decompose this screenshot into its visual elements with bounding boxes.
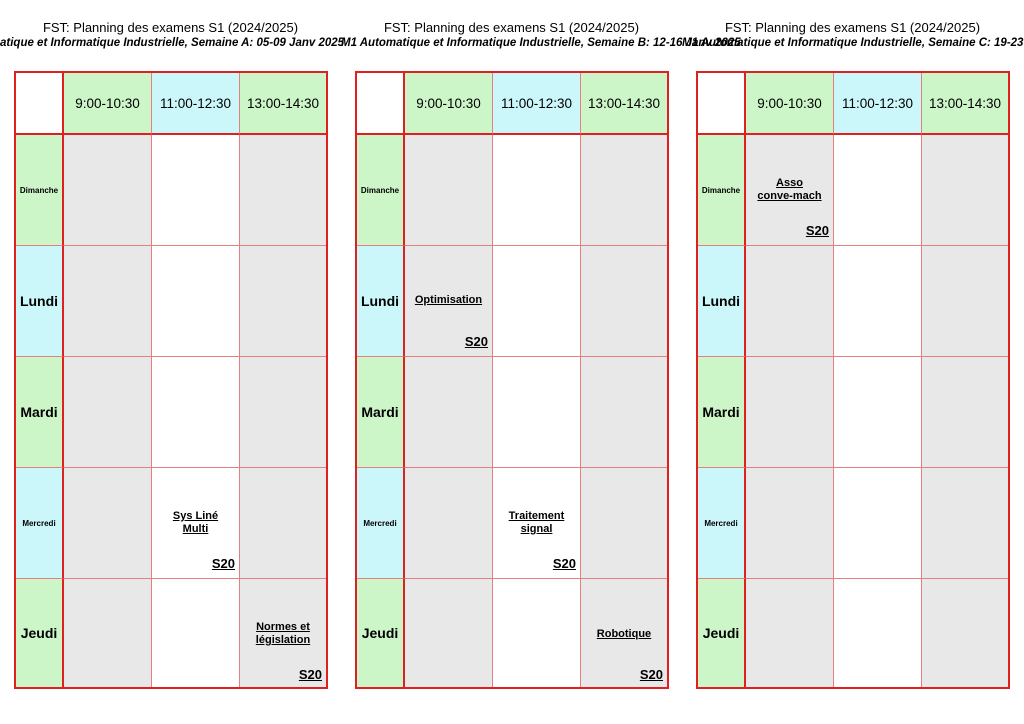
exam-name-line: signal bbox=[520, 523, 553, 535]
day-label: Mercredi bbox=[16, 468, 64, 579]
exam-name-line: Robotique bbox=[596, 628, 652, 640]
schedule-cell bbox=[581, 468, 667, 579]
exam-name bbox=[493, 510, 580, 536]
schedule-cell bbox=[922, 579, 1008, 687]
schedule-cell bbox=[405, 357, 493, 468]
schedule-cell bbox=[152, 579, 240, 687]
exam-name bbox=[581, 628, 667, 641]
exam-name-line: Traitement bbox=[508, 510, 565, 522]
schedule-header-2 bbox=[341, 20, 741, 51]
exam-cell[interactable] bbox=[581, 579, 667, 687]
program-subtitle: atique et Informatique Industrielle, Semaine A: 05-09 Janv 2025 bbox=[0, 37, 345, 49]
schedule-grid-week-b bbox=[355, 71, 669, 689]
schedule-cell bbox=[581, 135, 667, 246]
schedule-cell bbox=[493, 135, 581, 246]
time-slot-header: 9:00-10:30 bbox=[746, 73, 834, 135]
schedule-cell bbox=[746, 468, 834, 579]
schedule-cell bbox=[152, 246, 240, 357]
schedule-cell bbox=[64, 246, 152, 357]
schedule-cell bbox=[922, 135, 1008, 246]
schedule-cell bbox=[746, 357, 834, 468]
schedule-cell bbox=[834, 246, 922, 357]
schedule-cell bbox=[746, 579, 834, 687]
exam-cell[interactable] bbox=[493, 468, 581, 579]
schedule-cell bbox=[493, 246, 581, 357]
day-label: Mardi bbox=[16, 357, 64, 468]
exam-name bbox=[746, 177, 833, 203]
exam-cell[interactable] bbox=[405, 246, 493, 357]
time-slot-header: 11:00-12:30 bbox=[834, 73, 922, 135]
schedule-cell bbox=[922, 246, 1008, 357]
schedule-cell bbox=[64, 579, 152, 687]
schedule-cell bbox=[152, 357, 240, 468]
exam-name-line: législation bbox=[255, 634, 311, 646]
exam-room: S20 bbox=[464, 334, 488, 349]
exam-room: S20 bbox=[298, 667, 322, 682]
schedule-cell bbox=[240, 135, 326, 246]
day-label: Mardi bbox=[698, 357, 746, 468]
schedule-grid-week-c bbox=[696, 71, 1010, 689]
schedule-cell bbox=[405, 579, 493, 687]
schedule-cell bbox=[834, 468, 922, 579]
schedule-cell bbox=[581, 246, 667, 357]
schedule-cell bbox=[405, 468, 493, 579]
schedule-cell bbox=[922, 468, 1008, 579]
day-label: Dimanche bbox=[16, 135, 64, 246]
time-slot-header: 9:00-10:30 bbox=[64, 73, 152, 135]
schedule-cell bbox=[834, 135, 922, 246]
grid-corner bbox=[16, 73, 64, 135]
schedule-cell bbox=[240, 357, 326, 468]
exam-name bbox=[405, 294, 492, 307]
schedule-cell bbox=[240, 246, 326, 357]
exam-room: S20 bbox=[211, 556, 235, 571]
day-label: Jeudi bbox=[698, 579, 746, 687]
page-title: FST: Planning des examens S1 (2024/2025) bbox=[383, 20, 640, 35]
schedule-cell bbox=[834, 579, 922, 687]
time-slot-header: 13:00-14:30 bbox=[922, 73, 1008, 135]
day-label: Lundi bbox=[357, 246, 405, 357]
exam-name-line: conve-mach bbox=[757, 190, 822, 202]
schedule-cell bbox=[152, 135, 240, 246]
exam-name bbox=[240, 621, 326, 647]
schedule-cell bbox=[746, 246, 834, 357]
exam-name-line: Asso bbox=[776, 177, 803, 189]
exam-name-line: Optimisation bbox=[414, 294, 483, 306]
grid-corner bbox=[357, 73, 405, 135]
exam-name-line: Multi bbox=[182, 523, 209, 535]
schedule-cell bbox=[64, 468, 152, 579]
exam-room: S20 bbox=[552, 556, 576, 571]
day-label: Mercredi bbox=[357, 468, 405, 579]
day-label: Dimanche bbox=[698, 135, 746, 246]
day-label: Mercredi bbox=[698, 468, 746, 579]
exam-cell[interactable] bbox=[152, 468, 240, 579]
time-slot-header: 13:00-14:30 bbox=[581, 73, 667, 135]
day-label: Jeudi bbox=[16, 579, 64, 687]
schedule-cell bbox=[240, 468, 326, 579]
schedule-cell bbox=[64, 135, 152, 246]
day-label: Lundi bbox=[698, 246, 746, 357]
exam-name-line: Sys Liné bbox=[172, 510, 219, 522]
day-label: Jeudi bbox=[357, 579, 405, 687]
exam-room: S20 bbox=[805, 223, 829, 238]
exam-cell[interactable] bbox=[746, 135, 834, 246]
schedule-cell bbox=[922, 357, 1008, 468]
exam-name-line: Normes et bbox=[256, 621, 310, 633]
schedule-header-3 bbox=[682, 20, 1023, 51]
schedule-cell bbox=[834, 357, 922, 468]
schedule-grid-week-a bbox=[14, 71, 328, 689]
time-slot-header: 13:00-14:30 bbox=[240, 73, 326, 135]
schedule-header-1 bbox=[0, 20, 345, 51]
schedule-cell bbox=[405, 135, 493, 246]
day-label: Mardi bbox=[357, 357, 405, 468]
time-slot-header: 9:00-10:30 bbox=[405, 73, 493, 135]
exam-room: S20 bbox=[639, 667, 663, 682]
schedule-cell bbox=[493, 579, 581, 687]
grid-corner bbox=[698, 73, 746, 135]
program-subtitle: M1 Automatique et Informatique Industrielle, Semaine C: 19-23 bbox=[682, 37, 1024, 49]
schedule-cell bbox=[581, 357, 667, 468]
time-slot-header: 11:00-12:30 bbox=[493, 73, 581, 135]
exam-cell[interactable] bbox=[240, 579, 326, 687]
exam-name bbox=[152, 510, 239, 536]
day-label: Dimanche bbox=[357, 135, 405, 246]
schedule-cell bbox=[64, 357, 152, 468]
page-title: FST: Planning des examens S1 (2024/2025) bbox=[724, 20, 981, 35]
schedule-cell bbox=[493, 357, 581, 468]
page-title: FST: Planning des examens S1 (2024/2025) bbox=[42, 20, 299, 35]
day-label: Lundi bbox=[16, 246, 64, 357]
program-subtitle: M1 Automatique et Informatique Industrielle, Semaine B: 12-16 Janv 2025 bbox=[341, 37, 741, 49]
time-slot-header: 11:00-12:30 bbox=[152, 73, 240, 135]
